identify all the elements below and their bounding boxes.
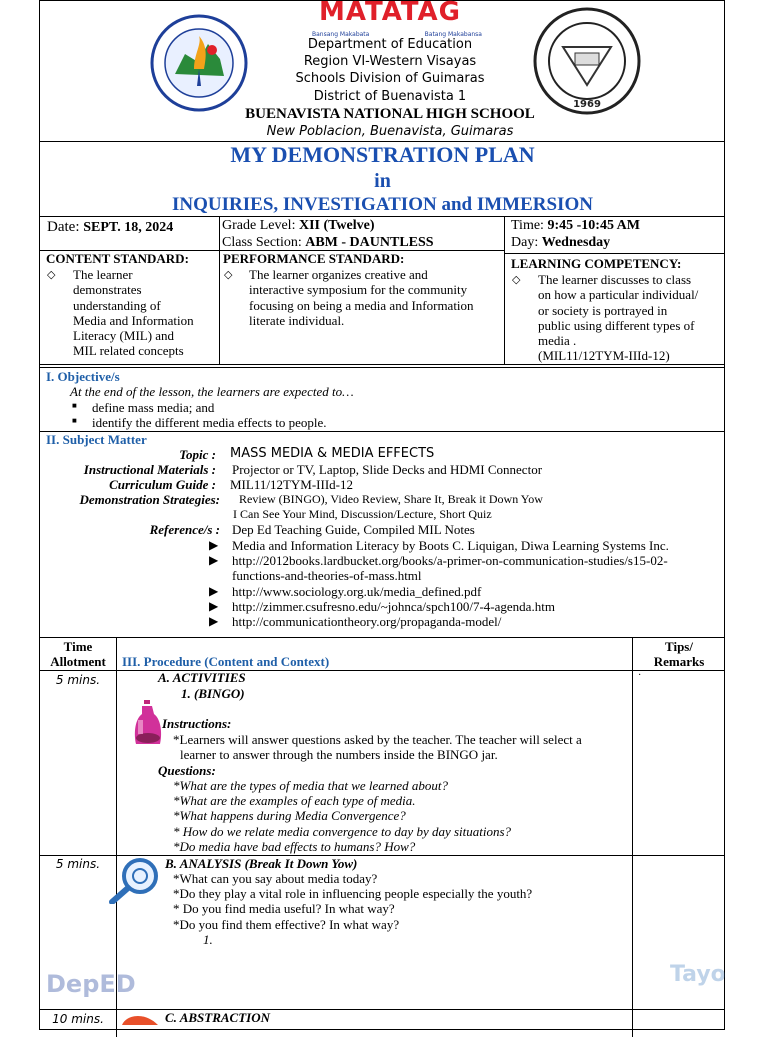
reference-item: http://www.sociology.org.uk/media_defined.pdf <box>232 584 482 599</box>
row3-time: 10 mins. <box>52 1012 104 1026</box>
abstraction-label: C. ABSTRACTION <box>165 1010 270 1025</box>
content-standard-title: CONTENT STANDARD: <box>46 251 189 266</box>
grade-level-field: Grade Level: XII (Twelve) <box>222 218 375 233</box>
curriculum-guide-label: Curriculum Guide : <box>109 477 216 492</box>
reference-arrow-icon: ▶ <box>209 599 219 613</box>
reference-arrow-icon: ▶ <box>209 538 219 552</box>
question-item: *What are the examples of each type of media. <box>173 793 416 808</box>
materials-label: Instructional Materials : <box>83 462 216 477</box>
reference-item: http://zimmer.csufresno.edu/~johnca/spch100/7-4-agenda.htm <box>232 599 555 614</box>
activities-label: A. ACTIVITIES <box>158 670 246 685</box>
analysis-question: *Do you find them effective? In what way? <box>173 917 400 932</box>
district-name: District of Buenavista 1 <box>313 89 467 104</box>
learning-competency-text: The learner discusses to class on how a particular individual/ or society is portrayed in public using different types of media . (MIL11/12TYM-IIId-12) <box>538 272 699 364</box>
question-item: *What happens during Media Convergence? <box>173 808 406 823</box>
content-bullet-icon: ◇ <box>47 269 56 281</box>
reference-arrow-icon: ▶ <box>209 584 219 598</box>
learning-competency-title: LEARNING COMPETENCY: <box>511 256 682 271</box>
day-field: Day: Wednesday <box>511 235 611 250</box>
col-tips-header: Tips/ Remarks <box>653 639 705 670</box>
date-field: Date: SEPT. 18, 2024 <box>47 219 174 235</box>
question-item: *What are the types of media that we learned about? <box>173 778 448 793</box>
deped-logo: DepED <box>46 970 136 998</box>
reference-value: Dep Ed Teaching Guide, Compiled MIL Notes <box>232 522 475 537</box>
reference-item-continued: functions-and-theories-of-mass.html <box>232 568 422 583</box>
reference-item: Media and Information Literacy by Boots C. Liquigan, Diwa Learning Systems Inc. <box>232 538 669 553</box>
curriculum-guide-value: MIL11/12TYM-IIId-12 <box>230 477 353 492</box>
region-name: Region VI-Western Visayas <box>303 54 477 69</box>
division-name: Schools Division of Guimaras <box>295 71 485 86</box>
time-field: Time: 9:45 -10:45 AM <box>511 218 640 233</box>
brand-logo: MATATAG <box>319 0 461 27</box>
analysis-question: * Do you find media useful? In what way? <box>173 901 395 916</box>
school-name: BUENAVISTA NATIONAL HIGH SCHOOL <box>245 106 535 122</box>
reference-item: http://2012books.lardbucket.org/books/a-primer-on-communication-studies/s15-02- <box>232 553 668 568</box>
question-item: * How do we relate media convergence to day by day situations? <box>173 824 512 839</box>
abstraction-icon <box>120 1012 160 1024</box>
strategies-label: Demonstration Strategies: <box>79 492 220 507</box>
reference-item: http://communicationtheory.org/propaganda-model/ <box>232 614 502 629</box>
bingo-jar-icon <box>132 700 166 746</box>
class-section-field: Class Section: ABM - DAUNTLESS <box>222 235 434 250</box>
plan-title: MY DEMONSTRATION PLAN <box>230 142 535 167</box>
objective-bullet-icon: ■ <box>72 416 77 425</box>
question-item: *Do media have bad effects to humans? How? <box>173 839 416 854</box>
objectives-intro: At the end of the lesson, the learners are expected to… <box>70 384 354 399</box>
school-address: New Poblacion, Buenavista, Guimaras <box>266 124 514 139</box>
performance-standard-title: PERFORMANCE STANDARD: <box>223 251 405 266</box>
tayo-logo: Tayo <box>670 962 726 987</box>
performance-standard-text: The learner organizes creative and interactive symposium for the community focusing on being a media and Information literate individual. <box>249 267 474 328</box>
bingo-label: 1. (BINGO) <box>181 686 245 701</box>
performance-bullet-icon: ◇ <box>224 269 233 281</box>
objective-item: identify the different media effects to people. <box>92 415 327 430</box>
col-time-header: Time Allotment <box>50 639 106 670</box>
topic-label: Topic : <box>179 447 216 462</box>
reference-arrow-icon: ▶ <box>209 553 219 567</box>
reference-label: Reference/s : <box>149 522 220 537</box>
objectives-heading: I. Objective/s <box>46 369 120 384</box>
competency-bullet-icon: ◇ <box>512 274 521 286</box>
plan-title-in: in <box>374 170 391 192</box>
objective-bullet-icon: ■ <box>72 401 77 410</box>
analysis-question: *Do they play a vital role in influencing people especially the youth? <box>173 886 533 901</box>
instructions-text-cont: learner to answer through the numbers inside the BINGO jar. <box>180 747 498 762</box>
analysis-question: *What can you say about media today? <box>173 871 378 886</box>
reference-arrow-icon: ▶ <box>209 614 219 628</box>
subject-matter-heading: II. Subject Matter <box>46 432 147 447</box>
row1-tip: · <box>638 670 642 681</box>
department-name: Department of Education <box>307 37 473 52</box>
objective-item: define mass media; and <box>92 400 215 415</box>
analysis-number: 1. <box>203 932 213 947</box>
instructions-label: Instructions: <box>162 716 232 731</box>
instructions-text: *Learners will answer questions asked by the teacher. The teacher will select a <box>173 732 582 747</box>
materials-value: Projector or TV, Laptop, Slide Decks and HDMI Connector <box>232 462 543 477</box>
col-procedure-header: III. Procedure (Content and Context) <box>122 654 330 669</box>
row2-time: 5 mins. <box>55 857 101 871</box>
topic-value: MASS MEDIA & MEDIA EFFECTS <box>230 446 435 461</box>
content-standard-text: The learner demonstrates understanding of Media and Information Literacy (MIL) and MIL related concepts <box>73 267 194 359</box>
plan-subject-title: INQUIRIES, INVESTIGATION and IMMERSION <box>172 194 593 215</box>
questions-label: Questions: <box>158 763 216 778</box>
magnifier-icon <box>106 856 162 904</box>
row1-time: 5 mins. <box>55 673 101 687</box>
brand-tagline: Bansang Makabata Batang Makabansa <box>312 31 482 38</box>
analysis-label: B. ANALYSIS (Break It Down Yow) <box>165 856 358 871</box>
svg-text:1969: 1969 <box>573 99 601 110</box>
strategies-value: Review (BINGO), Video Review, Share It, Break it Down Yow I Can See Your Mind, Discussion/Lecture, Short Quiz <box>233 492 543 521</box>
